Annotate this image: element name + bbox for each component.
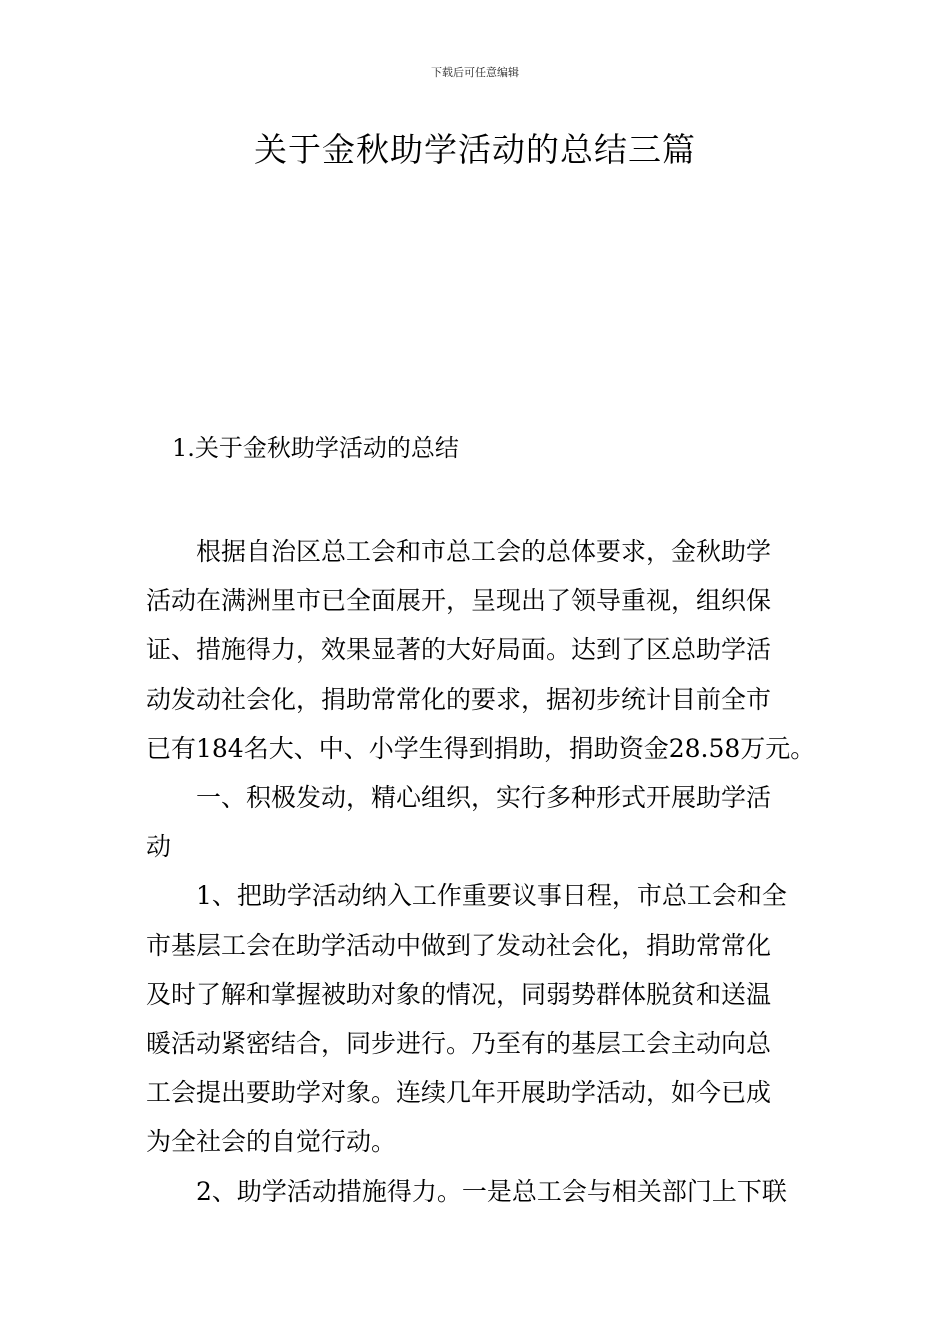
paragraph-item-two: [146, 1167, 816, 1216]
paragraph-section-one: [146, 773, 816, 871]
text-line: 动: [146, 832, 172, 862]
paragraph-intro: [146, 527, 816, 773]
section-heading: 1.关于金秋助学活动的总结: [172, 434, 459, 462]
text-line: 暖活动紧密结合，同步进行。乃至有的基层工会主动向总: [146, 1029, 772, 1059]
text-line: 一、积极发动，精心组织，实行多种形式开展助学活: [196, 783, 772, 813]
text-line: 活动在满洲里市已全面展开，呈现出了领导重视，组织保: [146, 586, 772, 616]
document-body: [146, 527, 816, 1216]
text-line: 根据自治区总工会和市总工会的总体要求，金秋助学: [196, 537, 772, 566]
text-line: 2、助学活动措施得力。一是总工会与相关部门上下联: [196, 1176, 787, 1206]
text-line: 已有184名大、中、小学生得到捐助，捐助资金28.58万元。: [146, 733, 816, 763]
text-line: 1、把助学活动纳入工作重要议事日程，市总工会和全: [196, 881, 787, 911]
text-line: 市基层工会在助学活动中做到了发动社会化，捐助常常化: [146, 930, 772, 960]
text-line: 工会提出要助学对象。连续几年开展助学活动，如今已成: [146, 1078, 772, 1108]
text-line: 动发动社会化，捐助常常化的要求，据初步统计目前全市: [146, 684, 772, 714]
paragraph-item-one: [146, 871, 816, 1166]
header-note: 下载后可任意编辑: [431, 66, 519, 79]
text-line: 及时了解和掌握被助对象的情况，同弱势群体脱贫和送温: [146, 979, 772, 1009]
document-title: 关于金秋助学活动的总结三篇: [254, 130, 696, 169]
text-line: 为全社会的自觉行动。: [146, 1127, 397, 1157]
text-line: 证、措施得力，效果显著的大好局面。达到了区总助学活: [146, 635, 772, 665]
